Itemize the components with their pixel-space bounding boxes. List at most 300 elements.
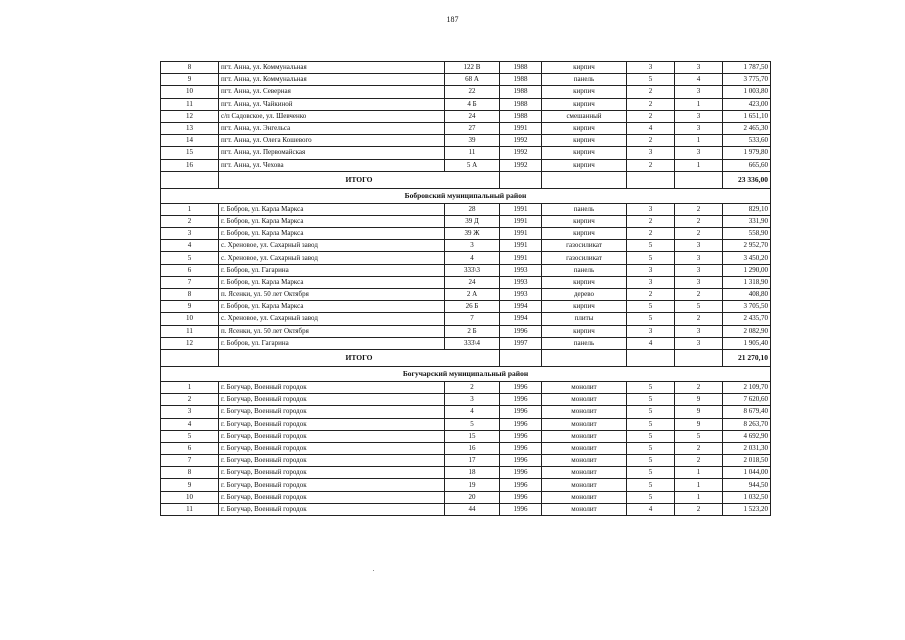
area-cell: 2 031,30: [723, 442, 771, 454]
floors-cell: 5: [627, 430, 675, 442]
floors-cell: 5: [627, 252, 675, 264]
wall-material-cell: панель: [542, 264, 627, 276]
total-label: ИТОГО: [219, 171, 500, 188]
table-body: [161, 62, 771, 516]
row-number-cell: 5: [161, 430, 219, 442]
row-number-cell: 9: [161, 74, 219, 86]
wall-material-cell: монолит: [542, 479, 627, 491]
table-row: [161, 479, 771, 491]
house-number-cell: 16: [445, 442, 500, 454]
house-number-cell: 18: [445, 467, 500, 479]
house-number-cell: 3: [445, 394, 500, 406]
area-cell: 1 905,40: [723, 337, 771, 349]
year-built-cell: 1992: [500, 159, 542, 171]
total-value: 21 270,10: [723, 349, 771, 366]
address-cell: пгт. Анна, ул. Чайкиной: [219, 98, 445, 110]
entrances-cell: 1: [675, 98, 723, 110]
year-built-cell: 1996: [500, 394, 542, 406]
house-number-cell: 3: [445, 240, 500, 252]
wall-material-cell: монолит: [542, 455, 627, 467]
section-title: Бобровский муниципальный район: [161, 188, 771, 203]
wall-material-cell: кирпич: [542, 62, 627, 74]
address-cell: п. Ясенки, ул. 50 лет Октября: [219, 325, 445, 337]
address-cell: с. Хреновое, ул. Сахарный завод: [219, 313, 445, 325]
wall-material-cell: панель: [542, 337, 627, 349]
entrances-cell: 3: [675, 122, 723, 134]
entrances-cell: 9: [675, 394, 723, 406]
floors-cell: 5: [627, 74, 675, 86]
house-number-cell: 4 Б: [445, 98, 500, 110]
wall-material-cell: кирпич: [542, 86, 627, 98]
year-built-cell: 1992: [500, 147, 542, 159]
floors-cell: 5: [627, 406, 675, 418]
year-built-cell: 1993: [500, 289, 542, 301]
area-cell: 2 952,70: [723, 240, 771, 252]
house-number-cell: 7: [445, 313, 500, 325]
table-row: [161, 337, 771, 349]
entrances-cell: 1: [675, 467, 723, 479]
entrances-cell: 3: [675, 240, 723, 252]
area-cell: 2 018,50: [723, 455, 771, 467]
year-built-cell: 1988: [500, 86, 542, 98]
floors-cell: 5: [627, 491, 675, 503]
section-title: Богучарский муниципальный район: [161, 366, 771, 381]
wall-material-cell: монолит: [542, 503, 627, 515]
year-built-cell: 1991: [500, 228, 542, 240]
house-number-cell: 2: [445, 381, 500, 393]
wall-material-cell: монолит: [542, 491, 627, 503]
year-built-cell: 1997: [500, 337, 542, 349]
table-row: [161, 491, 771, 503]
row-number-cell: 9: [161, 301, 219, 313]
year-built-cell: 1996: [500, 430, 542, 442]
entrances-cell: 3: [675, 276, 723, 288]
section-header-row: [161, 366, 771, 381]
table-row: [161, 394, 771, 406]
total-empty-cell: [161, 349, 219, 366]
area-cell: 829,10: [723, 203, 771, 215]
floors-cell: 3: [627, 62, 675, 74]
area-cell: 8 263,70: [723, 418, 771, 430]
table-row: [161, 74, 771, 86]
wall-material-cell: газосиликат: [542, 252, 627, 264]
row-number-cell: 8: [161, 289, 219, 301]
entrances-cell: 5: [675, 430, 723, 442]
total-empty-cell: [542, 171, 627, 188]
house-number-cell: 27: [445, 122, 500, 134]
wall-material-cell: кирпич: [542, 122, 627, 134]
wall-material-cell: монолит: [542, 430, 627, 442]
floors-cell: 5: [627, 240, 675, 252]
year-built-cell: 1988: [500, 98, 542, 110]
entrances-cell: 3: [675, 110, 723, 122]
area-cell: 1 787,50: [723, 62, 771, 74]
table-row: [161, 264, 771, 276]
house-number-cell: 44: [445, 503, 500, 515]
area-cell: 8 679,40: [723, 406, 771, 418]
area-cell: 1 651,10: [723, 110, 771, 122]
row-number-cell: 6: [161, 264, 219, 276]
area-cell: 3 450,20: [723, 252, 771, 264]
row-number-cell: 9: [161, 479, 219, 491]
row-number-cell: 7: [161, 276, 219, 288]
house-number-cell: 68 А: [445, 74, 500, 86]
floors-cell: 5: [627, 467, 675, 479]
address-cell: пгт. Анна, ул. Олега Кошевого: [219, 135, 445, 147]
address-cell: г. Бобров, ул. Гагарина: [219, 337, 445, 349]
address-cell: с. Хреновое, ул. Сахарный завод: [219, 240, 445, 252]
housing-registry-table: [160, 61, 771, 516]
total-empty-cell: [627, 171, 675, 188]
year-built-cell: 1996: [500, 491, 542, 503]
entrances-cell: 4: [675, 74, 723, 86]
table-row: [161, 442, 771, 454]
year-built-cell: 1988: [500, 110, 542, 122]
floors-cell: 4: [627, 503, 675, 515]
floors-cell: 2: [627, 159, 675, 171]
house-number-cell: 39: [445, 135, 500, 147]
table-row: [161, 418, 771, 430]
entrances-cell: 9: [675, 418, 723, 430]
row-number-cell: 7: [161, 455, 219, 467]
wall-material-cell: кирпич: [542, 159, 627, 171]
address-cell: г. Бобров, ул. Гагарина: [219, 264, 445, 276]
address-cell: пгт. Анна, ул. Чехова: [219, 159, 445, 171]
year-built-cell: 1991: [500, 122, 542, 134]
table-row: [161, 467, 771, 479]
floors-cell: 2: [627, 215, 675, 227]
floors-cell: 3: [627, 276, 675, 288]
table-row: [161, 289, 771, 301]
row-number-cell: 4: [161, 418, 219, 430]
row-number-cell: 12: [161, 337, 219, 349]
table-row: [161, 503, 771, 515]
floors-cell: 3: [627, 264, 675, 276]
address-cell: г. Богучар, Военный городок: [219, 491, 445, 503]
house-number-cell: 26 Б: [445, 301, 500, 313]
floors-cell: 2: [627, 135, 675, 147]
floors-cell: 5: [627, 381, 675, 393]
year-built-cell: 1996: [500, 467, 542, 479]
table-row: [161, 147, 771, 159]
table-row: [161, 215, 771, 227]
row-number-cell: 12: [161, 110, 219, 122]
house-number-cell: 5: [445, 418, 500, 430]
entrances-cell: 1: [675, 135, 723, 147]
house-number-cell: 15: [445, 430, 500, 442]
year-built-cell: 1996: [500, 442, 542, 454]
total-empty-cell: [627, 349, 675, 366]
address-cell: г. Богучар, Военный городок: [219, 381, 445, 393]
table-row: [161, 110, 771, 122]
table-row: [161, 122, 771, 134]
area-cell: 2 465,30: [723, 122, 771, 134]
address-cell: г. Бобров, ул. Карла Маркса: [219, 276, 445, 288]
year-built-cell: 1996: [500, 503, 542, 515]
wall-material-cell: кирпич: [542, 228, 627, 240]
floors-cell: 3: [627, 147, 675, 159]
house-number-cell: 2 А: [445, 289, 500, 301]
row-number-cell: 8: [161, 62, 219, 74]
row-number-cell: 3: [161, 228, 219, 240]
area-cell: 558,90: [723, 228, 771, 240]
table-row: [161, 381, 771, 393]
area-cell: 3 775,70: [723, 74, 771, 86]
wall-material-cell: кирпич: [542, 215, 627, 227]
house-number-cell: 22: [445, 86, 500, 98]
house-number-cell: 11: [445, 147, 500, 159]
area-cell: 1 318,90: [723, 276, 771, 288]
area-cell: 665,60: [723, 159, 771, 171]
entrances-cell: 2: [675, 215, 723, 227]
year-built-cell: 1988: [500, 62, 542, 74]
table-row: [161, 240, 771, 252]
floors-cell: 5: [627, 301, 675, 313]
house-number-cell: 2 Б: [445, 325, 500, 337]
wall-material-cell: кирпич: [542, 135, 627, 147]
entrances-cell: 5: [675, 301, 723, 313]
entrances-cell: 9: [675, 406, 723, 418]
row-number-cell: 11: [161, 98, 219, 110]
year-built-cell: 1996: [500, 406, 542, 418]
year-built-cell: 1991: [500, 203, 542, 215]
total-empty-cell: [161, 171, 219, 188]
entrances-cell: 1: [675, 491, 723, 503]
wall-material-cell: кирпич: [542, 325, 627, 337]
table-row: [161, 135, 771, 147]
entrances-cell: 2: [675, 381, 723, 393]
wall-material-cell: газосиликат: [542, 240, 627, 252]
wall-material-cell: монолит: [542, 442, 627, 454]
floors-cell: 3: [627, 203, 675, 215]
address-cell: г. Богучар, Военный городок: [219, 455, 445, 467]
table-row: [161, 276, 771, 288]
row-number-cell: 10: [161, 313, 219, 325]
total-empty-cell: [542, 349, 627, 366]
address-cell: пгт. Анна, ул. Северная: [219, 86, 445, 98]
wall-material-cell: плиты: [542, 313, 627, 325]
address-cell: г. Бобров, ул. Карла Маркса: [219, 228, 445, 240]
total-label: ИТОГО: [219, 349, 500, 366]
wall-material-cell: дерево: [542, 289, 627, 301]
row-number-cell: 1: [161, 381, 219, 393]
address-cell: г. Богучар, Военный городок: [219, 479, 445, 491]
wall-material-cell: монолит: [542, 418, 627, 430]
house-number-cell: 333\4: [445, 337, 500, 349]
scan-speck: [373, 570, 374, 571]
floors-cell: 5: [627, 442, 675, 454]
area-cell: 1 003,80: [723, 86, 771, 98]
year-built-cell: 1991: [500, 240, 542, 252]
year-built-cell: 1988: [500, 74, 542, 86]
address-cell: с/п Садовское, ул. Шевченко: [219, 110, 445, 122]
table-row: [161, 406, 771, 418]
total-value: 23 336,00: [723, 171, 771, 188]
year-built-cell: 1991: [500, 252, 542, 264]
area-cell: 1 032,50: [723, 491, 771, 503]
house-number-cell: 24: [445, 110, 500, 122]
total-empty-cell: [675, 171, 723, 188]
entrances-cell: 3: [675, 86, 723, 98]
floors-cell: 5: [627, 394, 675, 406]
year-built-cell: 1993: [500, 264, 542, 276]
house-number-cell: 39 Д: [445, 215, 500, 227]
table-row: [161, 228, 771, 240]
total-row: [161, 349, 771, 366]
table-row: [161, 430, 771, 442]
address-cell: пгт. Анна, ул. Коммунальная: [219, 62, 445, 74]
address-cell: г. Бобров, ул. Карла Маркса: [219, 215, 445, 227]
house-number-cell: 4: [445, 406, 500, 418]
page-number: 187: [446, 15, 459, 24]
entrances-cell: 1: [675, 159, 723, 171]
row-number-cell: 10: [161, 86, 219, 98]
address-cell: г. Богучар, Военный городок: [219, 418, 445, 430]
table-row: [161, 62, 771, 74]
floors-cell: 2: [627, 228, 675, 240]
entrances-cell: 3: [675, 325, 723, 337]
wall-material-cell: кирпич: [542, 276, 627, 288]
entrances-cell: 2: [675, 442, 723, 454]
floors-cell: 2: [627, 110, 675, 122]
address-cell: с. Хреновое, ул. Сахарный завод: [219, 252, 445, 264]
house-number-cell: 24: [445, 276, 500, 288]
area-cell: 1 523,20: [723, 503, 771, 515]
row-number-cell: 3: [161, 406, 219, 418]
area-cell: 331,90: [723, 215, 771, 227]
wall-material-cell: монолит: [542, 381, 627, 393]
address-cell: г. Бобров, ул. Карла Маркса: [219, 203, 445, 215]
row-number-cell: 11: [161, 503, 219, 515]
house-number-cell: 333\3: [445, 264, 500, 276]
address-cell: пгт. Анна, ул. Коммунальная: [219, 74, 445, 86]
year-built-cell: 1994: [500, 313, 542, 325]
house-number-cell: 122 В: [445, 62, 500, 74]
wall-material-cell: панель: [542, 74, 627, 86]
table-row: [161, 159, 771, 171]
wall-material-cell: монолит: [542, 394, 627, 406]
year-built-cell: 1992: [500, 135, 542, 147]
floors-cell: 5: [627, 455, 675, 467]
year-built-cell: 1994: [500, 301, 542, 313]
wall-material-cell: монолит: [542, 406, 627, 418]
address-cell: пгт. Анна, ул. Энгельса: [219, 122, 445, 134]
floors-cell: 4: [627, 337, 675, 349]
row-number-cell: 16: [161, 159, 219, 171]
house-number-cell: 5 А: [445, 159, 500, 171]
area-cell: 2 435,70: [723, 313, 771, 325]
entrances-cell: 2: [675, 455, 723, 467]
year-built-cell: 1993: [500, 276, 542, 288]
entrances-cell: 3: [675, 264, 723, 276]
address-cell: пгт. Анна, ул. Первомайская: [219, 147, 445, 159]
floors-cell: 5: [627, 418, 675, 430]
row-number-cell: 1: [161, 203, 219, 215]
row-number-cell: 11: [161, 325, 219, 337]
address-cell: г. Богучар, Военный городок: [219, 406, 445, 418]
row-number-cell: 14: [161, 135, 219, 147]
address-cell: г. Богучар, Военный городок: [219, 467, 445, 479]
address-cell: п. Ясенки, ул. 50 лет Октября: [219, 289, 445, 301]
row-number-cell: 8: [161, 467, 219, 479]
area-cell: 3 705,50: [723, 301, 771, 313]
year-built-cell: 1996: [500, 455, 542, 467]
wall-material-cell: кирпич: [542, 301, 627, 313]
entrances-cell: 3: [675, 337, 723, 349]
row-number-cell: 2: [161, 215, 219, 227]
house-number-cell: 19: [445, 479, 500, 491]
table-row: [161, 313, 771, 325]
table-row: [161, 203, 771, 215]
area-cell: 2 082,90: [723, 325, 771, 337]
year-built-cell: 1996: [500, 418, 542, 430]
address-cell: г. Богучар, Военный городок: [219, 430, 445, 442]
floors-cell: 3: [627, 325, 675, 337]
area-cell: 1 979,80: [723, 147, 771, 159]
wall-material-cell: кирпич: [542, 147, 627, 159]
total-empty-cell: [675, 349, 723, 366]
floors-cell: 5: [627, 313, 675, 325]
floors-cell: 5: [627, 479, 675, 491]
area-cell: 423,00: [723, 98, 771, 110]
wall-material-cell: панель: [542, 203, 627, 215]
wall-material-cell: смешанный: [542, 110, 627, 122]
floors-cell: 2: [627, 98, 675, 110]
area-cell: 533,60: [723, 135, 771, 147]
total-row: [161, 171, 771, 188]
floors-cell: 2: [627, 289, 675, 301]
row-number-cell: 10: [161, 491, 219, 503]
area-cell: 4 692,90: [723, 430, 771, 442]
address-cell: г. Богучар, Военный городок: [219, 503, 445, 515]
entrances-cell: 2: [675, 289, 723, 301]
row-number-cell: 2: [161, 394, 219, 406]
entrances-cell: 3: [675, 147, 723, 159]
house-number-cell: 4: [445, 252, 500, 264]
year-built-cell: 1991: [500, 215, 542, 227]
total-empty-cell: [500, 349, 542, 366]
entrances-cell: 2: [675, 313, 723, 325]
year-built-cell: 1996: [500, 479, 542, 491]
area-cell: 408,80: [723, 289, 771, 301]
table-row: [161, 252, 771, 264]
area-cell: 7 620,60: [723, 394, 771, 406]
entrances-cell: 1: [675, 479, 723, 491]
floors-cell: 2: [627, 86, 675, 98]
row-number-cell: 4: [161, 240, 219, 252]
entrances-cell: 3: [675, 62, 723, 74]
address-cell: г. Богучар, Военный городок: [219, 394, 445, 406]
entrances-cell: 2: [675, 228, 723, 240]
table-row: [161, 86, 771, 98]
wall-material-cell: кирпич: [542, 98, 627, 110]
table-row: [161, 98, 771, 110]
area-cell: 1 290,00: [723, 264, 771, 276]
year-built-cell: 1996: [500, 325, 542, 337]
row-number-cell: 15: [161, 147, 219, 159]
section-header-row: [161, 188, 771, 203]
table-row: [161, 301, 771, 313]
year-built-cell: 1996: [500, 381, 542, 393]
entrances-cell: 2: [675, 503, 723, 515]
table-row: [161, 455, 771, 467]
entrances-cell: 2: [675, 203, 723, 215]
floors-cell: 4: [627, 122, 675, 134]
row-number-cell: 5: [161, 252, 219, 264]
house-number-cell: 20: [445, 491, 500, 503]
wall-material-cell: монолит: [542, 467, 627, 479]
row-number-cell: 6: [161, 442, 219, 454]
